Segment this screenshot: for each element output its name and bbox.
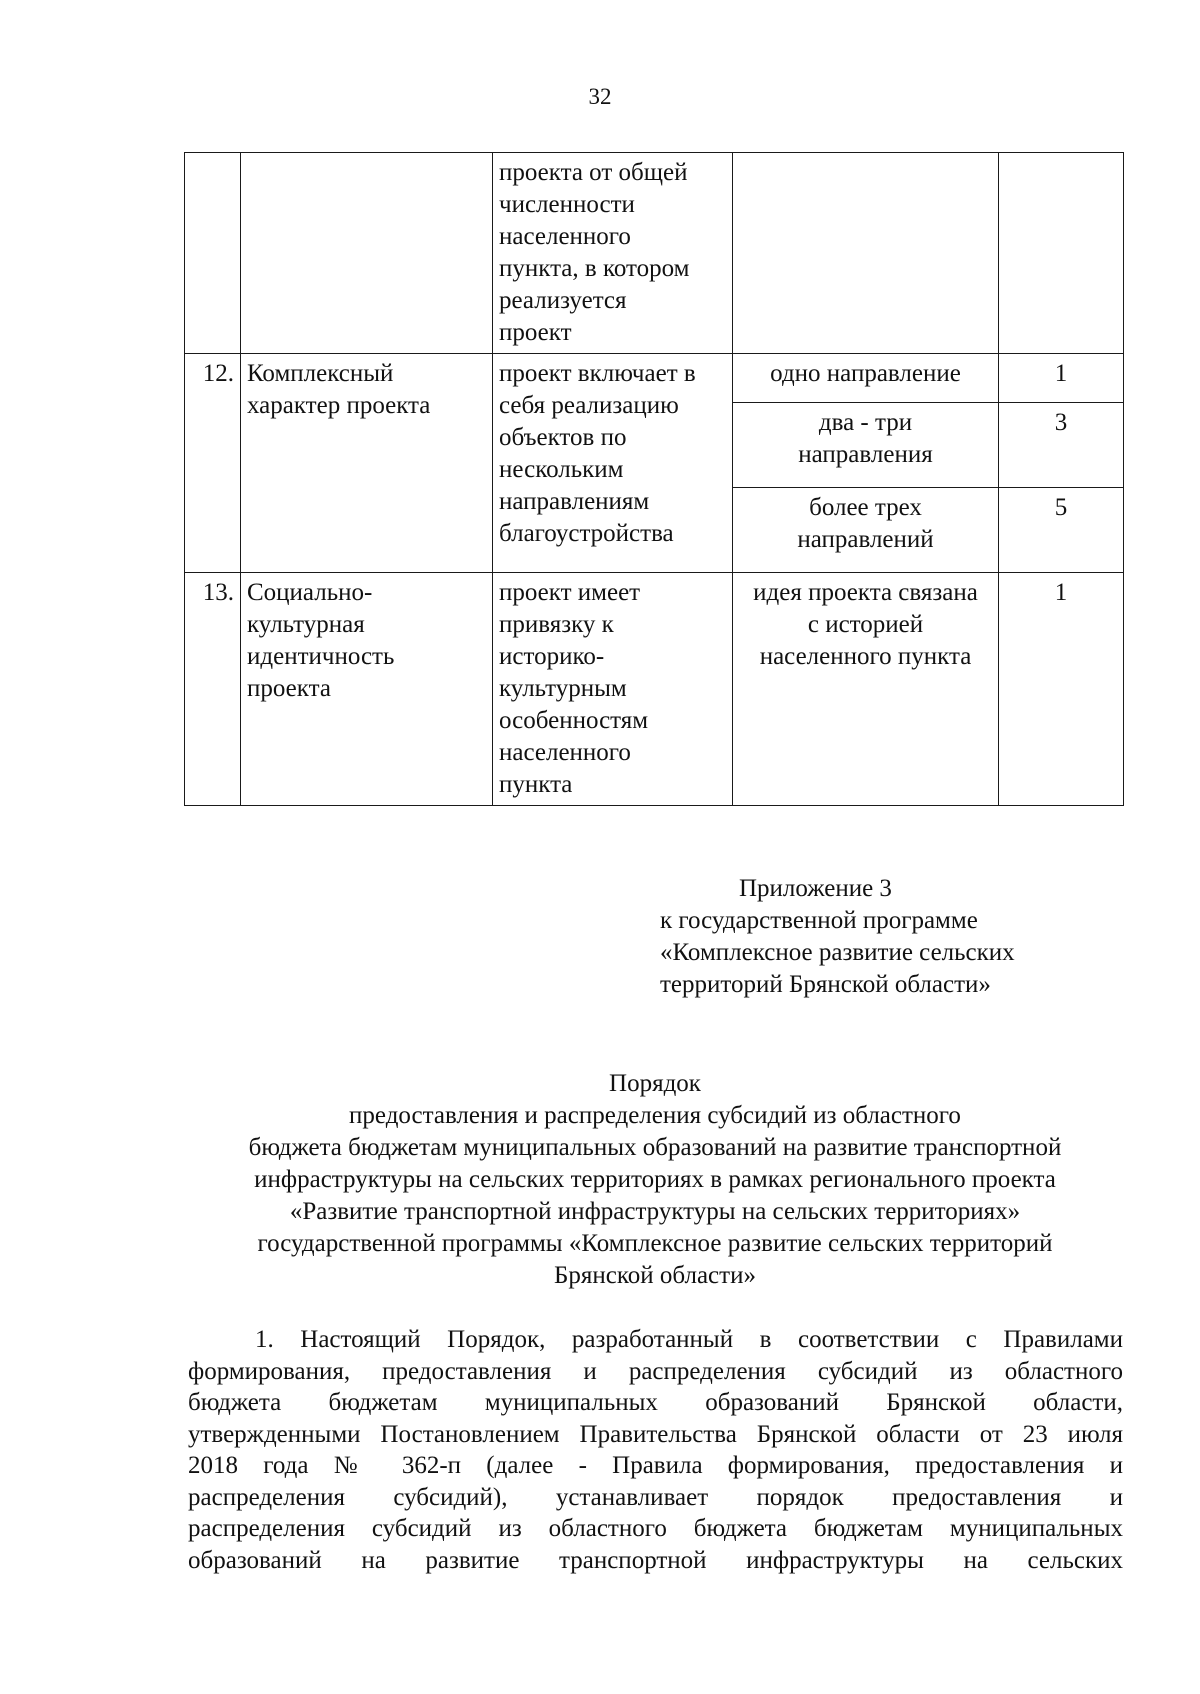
table-row: [185, 153, 1124, 354]
appendix-subtitle: к государственной программе: [660, 907, 978, 934]
appendix-title: Приложение 3: [739, 875, 892, 902]
paragraph-line: 1. Настоящий Порядок, разработанный в соответствии с Правилами: [255, 1326, 1123, 1353]
option-cell: [733, 354, 999, 403]
text-line: идентичность: [247, 643, 395, 670]
text-line: культурным: [499, 675, 627, 702]
text-line: идея проекта связана: [753, 579, 978, 606]
order-title: [190, 1068, 1120, 1292]
order-title-line: «Развитие транспортной инфраструктуры на сельских территориях»: [289, 1198, 1021, 1225]
criterion-cell: [241, 354, 493, 573]
text-line: направлений: [797, 526, 934, 553]
table-row: [185, 354, 1124, 403]
row-number: 13.: [185, 573, 241, 806]
criterion-cell: [241, 573, 493, 806]
option-cell: [733, 488, 999, 573]
score-cell: 5: [999, 488, 1124, 573]
text-line: одно направление: [770, 360, 961, 387]
order-title-line: бюджета бюджетам муниципальных образований на развитие транспортной: [248, 1134, 1062, 1161]
num-cell: [185, 153, 241, 354]
option-cell: [733, 573, 999, 806]
table-row: [185, 573, 1124, 806]
text-line: численности: [499, 191, 635, 218]
text-line: направлениям: [499, 488, 650, 515]
text-line: пункта, в котором: [499, 255, 690, 282]
description-cell: [493, 573, 733, 806]
text-line: Комплексный: [247, 360, 394, 387]
criterion-cell: [241, 153, 493, 354]
text-line: культурная: [247, 611, 365, 638]
paragraph-line: бюджета бюджетам муниципальных образований Брянской области,: [188, 1389, 1123, 1416]
option-cell: [733, 153, 999, 354]
text-line: пункта: [499, 771, 573, 798]
paragraph-line: формирования, предоставления и распределения субсидий из областного: [188, 1357, 1123, 1385]
text-line: особенностям: [499, 707, 649, 734]
order-title-line: государственной программы «Комплексное развитие сельских территорий: [257, 1230, 1053, 1257]
text-line: проект включает в: [499, 360, 696, 387]
text-line: проекта от общей: [499, 159, 688, 186]
text-line: два - три: [818, 409, 913, 436]
text-line: благоустройства: [499, 520, 674, 547]
text-line: привязку к: [499, 611, 614, 638]
text-line: проект имеет: [499, 579, 641, 606]
body-paragraph: [188, 1324, 1123, 1576]
text-line: населенного: [499, 739, 631, 766]
text-line: объектов по: [499, 424, 627, 451]
criteria-table: [184, 152, 1124, 806]
text-line: с историей: [807, 611, 924, 638]
order-title-line: инфраструктуры на сельских территориях в рамках регионального проекта: [254, 1166, 1056, 1193]
paragraph-line: распределения субсидий из областного бюджета бюджетам муниципальных: [188, 1515, 1123, 1542]
score-cell: 1: [999, 573, 1124, 806]
text-line: себя реализацию: [499, 392, 679, 419]
text-line: проект: [499, 319, 572, 346]
text-line: нескольким: [499, 456, 624, 483]
appendix-heading: [660, 873, 1015, 1001]
description-cell: [493, 153, 733, 354]
paragraph-line: образований на развитие транспортной инфраструктуры на сельских: [188, 1546, 1123, 1574]
text-line: направления: [798, 441, 933, 468]
order-title-line: Порядок: [609, 1070, 701, 1097]
option-cell: [733, 403, 999, 488]
text-line: историко-: [499, 643, 605, 670]
text-line: характер проекта: [247, 392, 431, 419]
appendix-subtitle: территорий Брянской области»: [660, 971, 991, 998]
order-title-line: предоставления и распределения субсидий из областного: [349, 1102, 961, 1129]
text-line: населенного: [499, 223, 631, 250]
score-cell: 1: [999, 354, 1124, 403]
row-number: 12.: [185, 354, 241, 573]
paragraph-line: 2018 года № 362-п (далее - Правила формирования, предоставления и: [188, 1452, 1123, 1479]
appendix-subtitle: «Комплексное развитие сельских: [660, 939, 1015, 966]
description-cell: [493, 354, 733, 573]
text-line: Социально-: [247, 579, 373, 606]
score-cell: 3: [999, 403, 1124, 488]
order-title-line: Брянской области»: [554, 1262, 756, 1289]
text-line: проекта: [247, 675, 331, 702]
paragraph-line: утвержденными Постановлением Правительства Брянской области от 23 июля: [188, 1420, 1123, 1448]
page-number: 32: [588, 84, 612, 109]
text-line: более трех: [809, 494, 922, 521]
text-line: населенного пункта: [759, 643, 972, 670]
score-cell: [999, 153, 1124, 354]
paragraph-line: распределения субсидий), устанавливает порядок предоставления и: [188, 1483, 1123, 1511]
text-line: реализуется: [499, 287, 627, 314]
